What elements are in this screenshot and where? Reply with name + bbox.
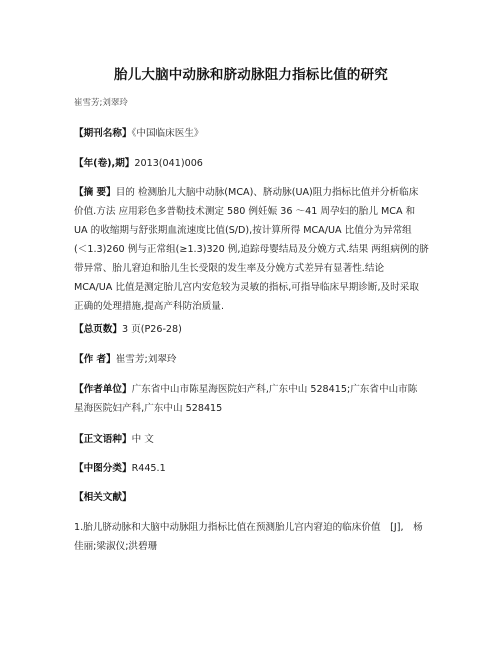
pages-label: 【总页数】	[74, 324, 122, 335]
authors-value: 崔雪芳;刘翠玲	[115, 354, 177, 365]
abstract-line-4: (＜1.3)260 例与正常组(≥1.3)320 例,追踪母婴结局及分娩方式.结果 两组病例的脐	[74, 244, 429, 255]
journal-label: 【期刊名称】	[74, 128, 132, 139]
abstract-label: 【摘 要】	[74, 187, 116, 198]
language-label: 【正文语种】	[74, 434, 132, 445]
journal-field	[74, 124, 436, 143]
abstract-line-6: MCA/UA 比值是测定胎儿宫内安危较为灵敏的指标,可指导临床早期诊断,及时采取	[74, 282, 419, 293]
affiliation-line-1: 【作者单位】广东省中山市陈星海医院妇产科,广东中山 528415;广东省中山市陈	[74, 384, 418, 395]
related-heading	[74, 488, 436, 507]
classification-field	[74, 459, 436, 478]
abstract-field	[74, 183, 436, 316]
affiliation-line-2: 星海医院妇产科,广东中山 528415	[74, 403, 223, 414]
pages-value: 3 页(P26-28)	[121, 324, 182, 335]
related-label: 【相关文献】	[74, 492, 132, 503]
year-label: 【年(卷),期】	[74, 158, 135, 169]
journal-value: 《中国临床医生》	[131, 128, 204, 139]
affiliation-label: 【作者单位】	[74, 384, 132, 395]
abstract-line-1: 【摘 要】目的 检测胎儿大脑中动脉(MCA)、脐动脉(UA)阻力指标比值并分析临床	[74, 187, 419, 198]
language-value: 中 文	[131, 434, 154, 445]
abstract-line-5: 带异常、胎儿窘迫和胎儿生长受限的发生率及分娩方式差异有显著性.结论	[74, 263, 385, 274]
affiliation-field	[74, 380, 436, 418]
abstract-line-2: 价值.方法 应用彩色多普勒技术测定 580 例妊娠 36 ～41 周孕妇的胎儿 MCA 和	[74, 206, 416, 217]
reference-line-2[interactable]: 佳丽;梁淑仪;洪碧珊	[74, 541, 158, 552]
reference-item[interactable]	[74, 518, 436, 556]
abstract-line-7: 正确的处理措施,提高产科防治质量.	[74, 301, 225, 312]
classification-value: R445.1	[131, 463, 166, 474]
classification-label: 【中图分类】	[74, 463, 132, 474]
abstract-line-3: UA 的收缩期与舒张期血流速度比值(S/D),按计算所得 MCA/UA 比值分为异常组	[74, 225, 412, 236]
reference-line-1[interactable]: 1.胎儿脐动脉和大脑中动脉阻力指标比值在预测胎儿宫内窘迫的临床价值 [J], 杨	[74, 522, 423, 533]
document-title: 胎儿大脑中动脉和脐动脉阻力指标比值的研究	[114, 67, 388, 83]
language-field	[74, 430, 436, 449]
year-field	[74, 154, 436, 173]
pages-field	[74, 320, 436, 339]
authors-label: 【作 者】	[74, 354, 116, 365]
authors-line: 崔雪芳;刘翠玲	[74, 98, 128, 108]
authors-field	[74, 350, 436, 369]
year-value: 2013(041)006	[134, 158, 203, 169]
